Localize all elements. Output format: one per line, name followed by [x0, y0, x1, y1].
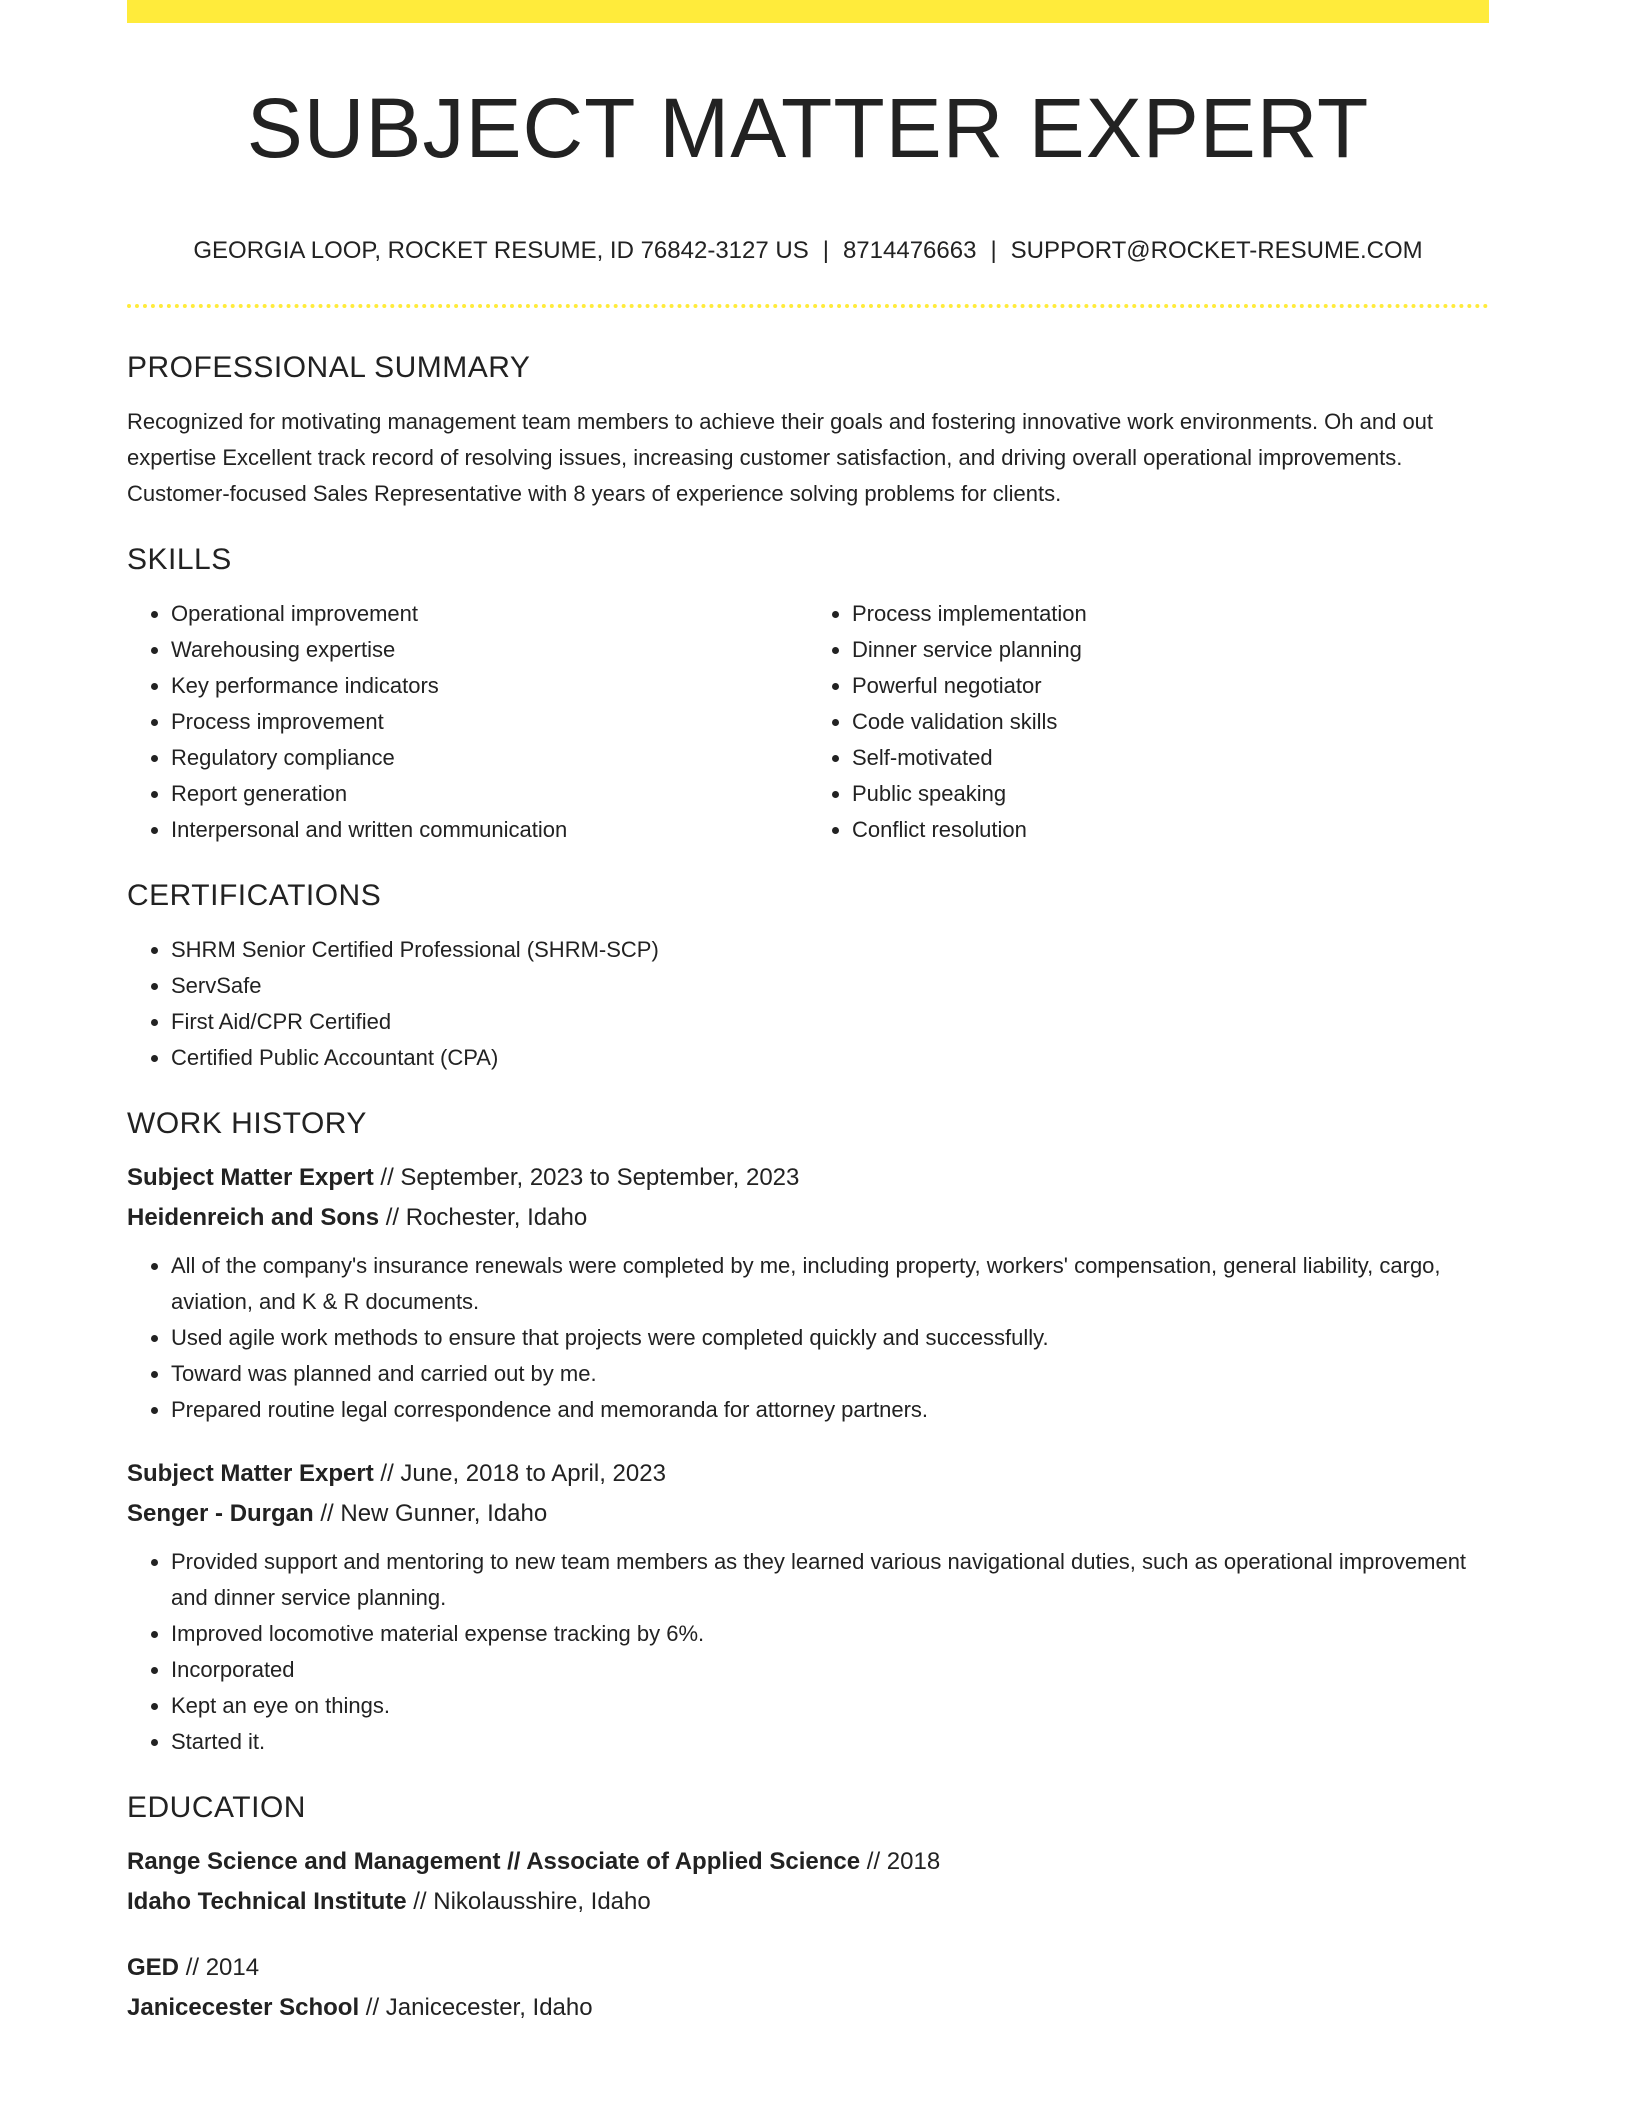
skill-item: • Regulatory compliance [171, 740, 808, 776]
contact-address: GEORGIA LOOP, ROCKET RESUME, ID 76842-3127 US [193, 237, 809, 264]
job-bullets [127, 1248, 1489, 1428]
skills-columns [127, 596, 1489, 848]
job-title-line [127, 1454, 1489, 1494]
summary-text: Recognized for motivating management team members to achieve their goals and fostering innovative work environments. Oh and out expertise Excellent track record of resolving issues, increasing customer satisfaction, and driving overall operational improvements. Customer-focused Sales Representative with 8 years of experience solving problems for clients. [127, 409, 1434, 506]
skill-item: • Process improvement [171, 704, 808, 740]
skill-item: • Warehousing expertise [171, 632, 808, 668]
certification-item: • SHRM Senior Certified Professional (SHRM-SCP) [171, 932, 1489, 968]
contact-separator: | [990, 237, 997, 264]
skills-list-right [808, 596, 1489, 848]
job-bullet: • Provided support and mentoring to new team members as they learned various navigational duties, such as operational improvement and dinner service planning. [171, 1544, 1489, 1616]
job-company-line [127, 1198, 1489, 1238]
dotted-divider [127, 304, 1489, 308]
section-heading-skills: SKILLS [127, 543, 232, 576]
skill-item: • Powerful negotiator [852, 668, 1489, 704]
job-bullets [127, 1544, 1489, 1760]
section-heading-education: EDUCATION [127, 1791, 306, 1824]
education-year: // 2014 [185, 1954, 260, 1981]
skill-item: • Interpersonal and written communication [171, 812, 808, 848]
education-degree-line [127, 1842, 1489, 1882]
section-heading-summary: PROFESSIONAL SUMMARY [127, 351, 531, 384]
skill-item: • Conflict resolution [852, 812, 1489, 848]
education-location: // Janicecester, Idaho [365, 1994, 593, 2021]
job-entry [127, 1158, 1489, 1428]
job-bullet: • Kept an eye on things. [171, 1688, 1489, 1724]
contact-phone: 8714476663 [842, 237, 977, 264]
skill-item: • Report generation [171, 776, 808, 812]
education-degree-line [127, 1948, 1489, 1988]
education-school-line [127, 1988, 1489, 2028]
certifications-section [127, 876, 1489, 1076]
job-company-line [127, 1494, 1489, 1534]
education-entry [127, 1842, 1489, 1922]
job-location: // New Gunner, Idaho [320, 1500, 548, 1527]
education-degree: GED [127, 1954, 180, 1981]
job-company: Senger - Durgan [127, 1500, 314, 1527]
accent-bar [127, 0, 1489, 23]
page-title: SUBJECT MATTER EXPERT [246, 81, 1370, 175]
job-entry [127, 1454, 1489, 1760]
job-title: Subject Matter Expert [127, 1460, 374, 1487]
job-bullet: • Started it. [171, 1724, 1489, 1760]
education-year: // 2018 [866, 1848, 941, 1875]
job-title-line [127, 1158, 1489, 1198]
contact-separator: | [822, 237, 829, 264]
skills-section [127, 540, 1489, 848]
job-bullet: • All of the company's insurance renewals were completed by me, including property, workers' compensation, general liability, cargo, aviation, and K & R documents. [171, 1248, 1489, 1320]
job-location: // Rochester, Idaho [385, 1204, 588, 1231]
skill-item: • Process implementation [852, 596, 1489, 632]
education-school-line [127, 1882, 1489, 1922]
job-bullet: • Improved locomotive material expense tracking by 6%. [171, 1616, 1489, 1652]
education-school: Idaho Technical Institute [127, 1888, 407, 1915]
education-location: // Nikolausshire, Idaho [413, 1888, 651, 1915]
education-section [127, 1788, 1489, 2028]
section-heading-work-history: WORK HISTORY [127, 1107, 367, 1140]
skill-item: • Operational improvement [171, 596, 808, 632]
work-history-section [127, 1104, 1489, 1760]
skill-item: • Dinner service planning [852, 632, 1489, 668]
skill-item: • Key performance indicators [171, 668, 808, 704]
job-dates: // June, 2018 to April, 2023 [380, 1460, 666, 1487]
skill-item: • Code validation skills [852, 704, 1489, 740]
education-school: Janicecester School [127, 1994, 360, 2021]
skill-item: • Public speaking [852, 776, 1489, 812]
section-heading-certifications: CERTIFICATIONS [127, 879, 382, 912]
job-title: Subject Matter Expert [127, 1164, 374, 1191]
education-entry [127, 1948, 1489, 2028]
job-company: Heidenreich and Sons [127, 1204, 380, 1231]
certification-item: • ServSafe [171, 968, 1489, 1004]
skill-item: • Self-motivated [852, 740, 1489, 776]
job-bullet: • Prepared routine legal correspondence and memoranda for attorney partners. [171, 1392, 1489, 1428]
contact-line [127, 236, 1489, 266]
contact-email: SUPPORT@ROCKET-RESUME.COM [1010, 237, 1423, 264]
resume-body [127, 348, 1489, 2028]
summary-section [127, 348, 1489, 512]
certification-item: • First Aid/CPR Certified [171, 1004, 1489, 1040]
certifications-list [127, 932, 1489, 1076]
job-bullet: • Incorporated [171, 1652, 1489, 1688]
certification-item: • Certified Public Accountant (CPA) [171, 1040, 1489, 1076]
skills-list-left [127, 596, 808, 848]
job-bullet: • Used agile work methods to ensure that projects were completed quickly and successfully. [171, 1320, 1489, 1356]
job-dates: // September, 2023 to September, 2023 [380, 1164, 800, 1191]
job-bullet: • Toward was planned and carried out by me. [171, 1356, 1489, 1392]
education-degree: Range Science and Management // Associate of Applied Science [127, 1848, 861, 1875]
